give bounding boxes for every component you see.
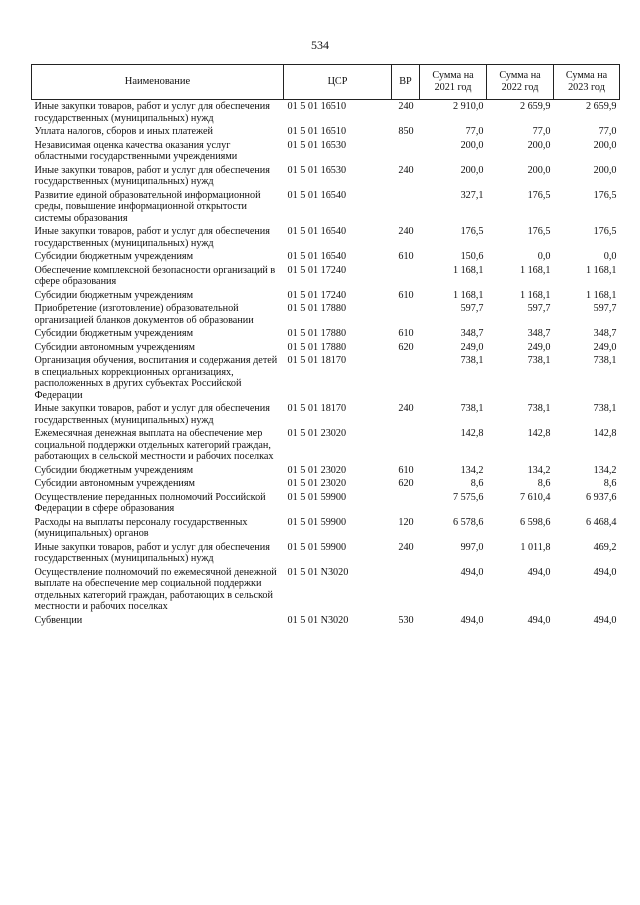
cell-sum-2021: 200,0 (460, 139, 484, 151)
cell-sum-2022: 200,0 (527, 139, 551, 151)
cell-sum-2023: 77,0 (598, 126, 617, 137)
cell-vr: 610 (398, 251, 414, 262)
cell-sum-2023: 738,1 (593, 403, 617, 414)
cell-name: Независимая оценка качества оказания услуг областными государственными учреждениями (34, 139, 238, 162)
cell-name: Приобретение (изготовление) образовательной организацией бланков документов об образовании (34, 303, 254, 326)
header-csr: ЦСР (284, 65, 392, 100)
cell-sum-2023: 249,0 (593, 341, 617, 353)
cell-csr: 01 5 01 16510 (287, 126, 347, 137)
table-row (32, 289, 620, 303)
table-row (32, 100, 620, 126)
cell-sum-2022: 0,0 (537, 251, 551, 262)
cell-name: Иные закупки товаров, работ и услуг для обеспечения государственных (муниципальных) нужд (34, 164, 270, 187)
budget-table (31, 64, 620, 627)
cell-vr: 530 (398, 614, 414, 626)
cell-vr (392, 264, 420, 289)
cell-vr: 620 (398, 341, 414, 353)
cell-name: Субсидии автономным учреждениям (34, 341, 195, 353)
cell-csr: 01 5 01 23020 (287, 464, 347, 476)
cell-name: Субсидии автономным учреждениям (34, 478, 195, 489)
table-row (32, 516, 620, 541)
cell-vr: 240 (398, 541, 414, 553)
cell-name: Расходы на выплаты персоналу государственных (муниципальных) органов (34, 516, 248, 539)
cell-sum-2022: 77,0 (532, 126, 551, 137)
cell-vr (392, 189, 420, 226)
cell-sum-2023: 176,5 (593, 226, 617, 237)
cell-sum-2021: 249,0 (460, 341, 484, 353)
cell-name: Субвенции (34, 614, 83, 626)
cell-name: Иные закупки товаров, работ и услуг для обеспечения государственных (муниципальных) нужд (34, 226, 270, 249)
cell-csr: 01 5 01 17240 (287, 289, 347, 301)
cell-sum-2021: 494,0 (460, 566, 484, 578)
cell-sum-2023: 494,0 (593, 566, 617, 578)
table-row (32, 225, 620, 250)
cell-sum-2023: 348,7 (593, 328, 617, 339)
cell-sum-2023: 8,6 (603, 478, 617, 489)
cell-csr: 01 5 01 17880 (287, 341, 347, 353)
cell-sum-2021: 6 578,6 (452, 516, 484, 528)
cell-csr: 01 5 01 16510 (287, 101, 347, 112)
table-row (32, 125, 620, 139)
cell-csr: 01 5 01 17880 (287, 328, 347, 339)
cell-sum-2021: 348,7 (460, 328, 484, 339)
cell-sum-2023: 200,0 (593, 164, 617, 176)
table-row (32, 264, 620, 289)
cell-sum-2021: 1 168,1 (452, 264, 484, 276)
page-number: 534 (311, 38, 329, 52)
cell-name: Осуществление полномочий по ежемесячной денежной выплате на обеспечение мер социальной поддержки отдельных категорий граждан, работающих в сельской местности и рабочих поселках (34, 566, 277, 612)
cell-sum-2022: 7 610,4 (519, 491, 551, 503)
cell-sum-2022: 494,0 (527, 566, 551, 578)
cell-name: Субсидии бюджетным учреждениям (34, 289, 194, 301)
cell-name: Осуществление переданных полномочий Российской Федерации в сфере образования (34, 491, 266, 514)
cell-sum-2023: 6 937,6 (585, 491, 617, 503)
cell-sum-2021: 77,0 (465, 126, 484, 137)
cell-sum-2021: 1 168,1 (452, 289, 484, 301)
cell-name: Уплата налогов, сборов и иных платежей (34, 126, 213, 137)
cell-vr (392, 354, 420, 402)
cell-vr (392, 566, 420, 614)
cell-name: Субсидии бюджетным учреждениям (34, 464, 194, 476)
cell-sum-2022: 738,1 (527, 403, 551, 414)
header-sum-2021: Сумма на 2021 год (420, 65, 487, 100)
cell-sum-2023: 1 168,1 (585, 264, 617, 276)
table-body (32, 100, 620, 628)
table-row (32, 164, 620, 189)
cell-sum-2023: 597,7 (593, 303, 617, 314)
cell-vr: 240 (398, 226, 414, 237)
cell-vr: 610 (398, 289, 414, 301)
cell-csr: 01 5 01 16540 (287, 226, 347, 237)
cell-sum-2023: 176,5 (593, 189, 617, 201)
cell-sum-2023: 738,1 (593, 355, 617, 366)
cell-vr: 120 (398, 516, 414, 528)
cell-sum-2023: 1 168,1 (585, 289, 617, 301)
cell-vr: 240 (398, 164, 414, 176)
cell-sum-2021: 2 910,0 (452, 101, 484, 112)
cell-csr: 01 5 01 23020 (287, 428, 347, 439)
cell-csr: 01 5 01 18170 (287, 355, 347, 366)
cell-sum-2023: 469,2 (593, 541, 617, 553)
cell-sum-2022: 176,5 (527, 226, 551, 237)
cell-sum-2022: 738,1 (527, 355, 551, 366)
cell-csr: 01 5 01 N3020 (287, 566, 349, 578)
cell-vr: 610 (398, 328, 414, 339)
table-row (32, 477, 620, 491)
cell-csr: 01 5 01 16530 (287, 139, 347, 151)
cell-name: Иные закупки товаров, работ и услуг для обеспечения государственных (муниципальных) нужд (34, 403, 270, 426)
cell-sum-2023: 6 468,4 (585, 516, 617, 528)
cell-sum-2022: 8,6 (537, 478, 551, 489)
table-row (32, 427, 620, 464)
cell-name: Субсидии бюджетным учреждениям (34, 328, 194, 339)
cell-sum-2022: 1 168,1 (519, 264, 551, 276)
cell-vr: 620 (398, 478, 414, 489)
cell-csr: 01 5 01 17880 (287, 303, 347, 314)
table-row (32, 541, 620, 566)
cell-sum-2021: 200,0 (460, 164, 484, 176)
cell-vr: 240 (398, 403, 414, 414)
cell-sum-2021: 176,5 (460, 226, 484, 237)
cell-sum-2021: 150,6 (460, 251, 484, 262)
cell-sum-2021: 8,6 (470, 478, 484, 489)
cell-sum-2021: 597,7 (460, 303, 484, 314)
cell-sum-2021: 738,1 (460, 403, 484, 414)
cell-csr: 01 5 01 16540 (287, 251, 347, 262)
cell-sum-2021: 327,1 (460, 189, 484, 201)
cell-vr: 610 (398, 464, 414, 476)
table-header (32, 65, 620, 100)
cell-sum-2022: 1 011,8 (520, 541, 551, 553)
cell-sum-2021: 134,2 (460, 464, 484, 476)
cell-vr (392, 139, 420, 164)
header-vr: ВР (392, 65, 420, 100)
header-sum-2022: Сумма на 2022 год (487, 65, 554, 100)
table-row (32, 464, 620, 478)
cell-sum-2021: 7 575,6 (452, 491, 484, 503)
cell-sum-2022: 142,8 (527, 428, 551, 439)
cell-sum-2022: 249,0 (527, 341, 551, 353)
table-row (32, 302, 620, 327)
cell-name: Развитие единой образовательной информационной среды, повышение информационной открытости системы образования (34, 189, 261, 224)
cell-name: Иные закупки товаров, работ и услуг для обеспечения государственных (муниципальных) нужд (34, 541, 270, 564)
cell-csr: 01 5 01 59900 (287, 516, 347, 528)
cell-name: Субсидии бюджетным учреждениям (34, 251, 194, 262)
cell-csr: 01 5 01 18170 (287, 403, 347, 414)
cell-sum-2022: 134,2 (527, 464, 551, 476)
cell-name: Обеспечение комплексной безопасности организаций в сфере образования (34, 264, 276, 287)
cell-sum-2021: 494,0 (460, 614, 484, 626)
cell-sum-2021: 997,0 (460, 541, 484, 553)
cell-vr: 850 (398, 126, 414, 137)
header-sum-2023: Сумма на 2023 год (554, 65, 620, 100)
cell-sum-2022: 597,7 (527, 303, 551, 314)
table-row (32, 491, 620, 516)
cell-sum-2023: 200,0 (593, 139, 617, 151)
cell-sum-2022: 348,7 (527, 328, 551, 339)
table-row (32, 354, 620, 402)
cell-sum-2022: 494,0 (527, 614, 551, 626)
cell-sum-2023: 494,0 (593, 614, 617, 626)
cell-vr (392, 427, 420, 464)
cell-sum-2023: 0,0 (603, 251, 617, 262)
cell-csr: 01 5 01 17240 (287, 264, 347, 276)
cell-sum-2023: 2 659,9 (585, 101, 617, 112)
header-name: Наименование (32, 65, 284, 100)
cell-sum-2022: 6 598,6 (519, 516, 551, 528)
table-row (32, 566, 620, 614)
table-row (32, 614, 620, 628)
cell-sum-2022: 2 659,9 (519, 101, 551, 112)
table-row (32, 250, 620, 264)
cell-sum-2021: 738,1 (460, 355, 484, 366)
table-row (32, 327, 620, 341)
cell-csr: 01 5 01 N3020 (287, 614, 349, 626)
table-row (32, 139, 620, 164)
table-row (32, 402, 620, 427)
cell-sum-2023: 142,8 (593, 428, 617, 439)
cell-sum-2022: 176,5 (527, 189, 551, 201)
cell-vr (392, 302, 420, 327)
cell-csr: 01 5 01 16530 (287, 164, 347, 176)
cell-vr (392, 491, 420, 516)
cell-sum-2021: 142,8 (460, 428, 484, 439)
cell-name: Иные закупки товаров, работ и услуг для обеспечения государственных (муниципальных) нужд (34, 101, 270, 124)
table-row (32, 341, 620, 355)
cell-name: Ежемесячная денежная выплата на обеспечение мер социальной поддержки отдельных категорий граждан, работающих в сельской местности и рабочих поселках (34, 428, 274, 462)
cell-name: Организация обучения, воспитания и содержания детей в специальных коррекционных организациях, расположенных в других субъектах Российской Федерации (34, 355, 278, 401)
cell-sum-2023: 134,2 (593, 464, 617, 476)
cell-csr: 01 5 01 23020 (287, 478, 347, 489)
table-row (32, 189, 620, 226)
cell-csr: 01 5 01 16540 (287, 189, 347, 201)
cell-sum-2022: 200,0 (527, 164, 551, 176)
cell-csr: 01 5 01 59900 (287, 491, 347, 503)
cell-vr: 240 (398, 101, 414, 112)
cell-sum-2022: 1 168,1 (519, 289, 551, 301)
cell-csr: 01 5 01 59900 (287, 541, 347, 553)
